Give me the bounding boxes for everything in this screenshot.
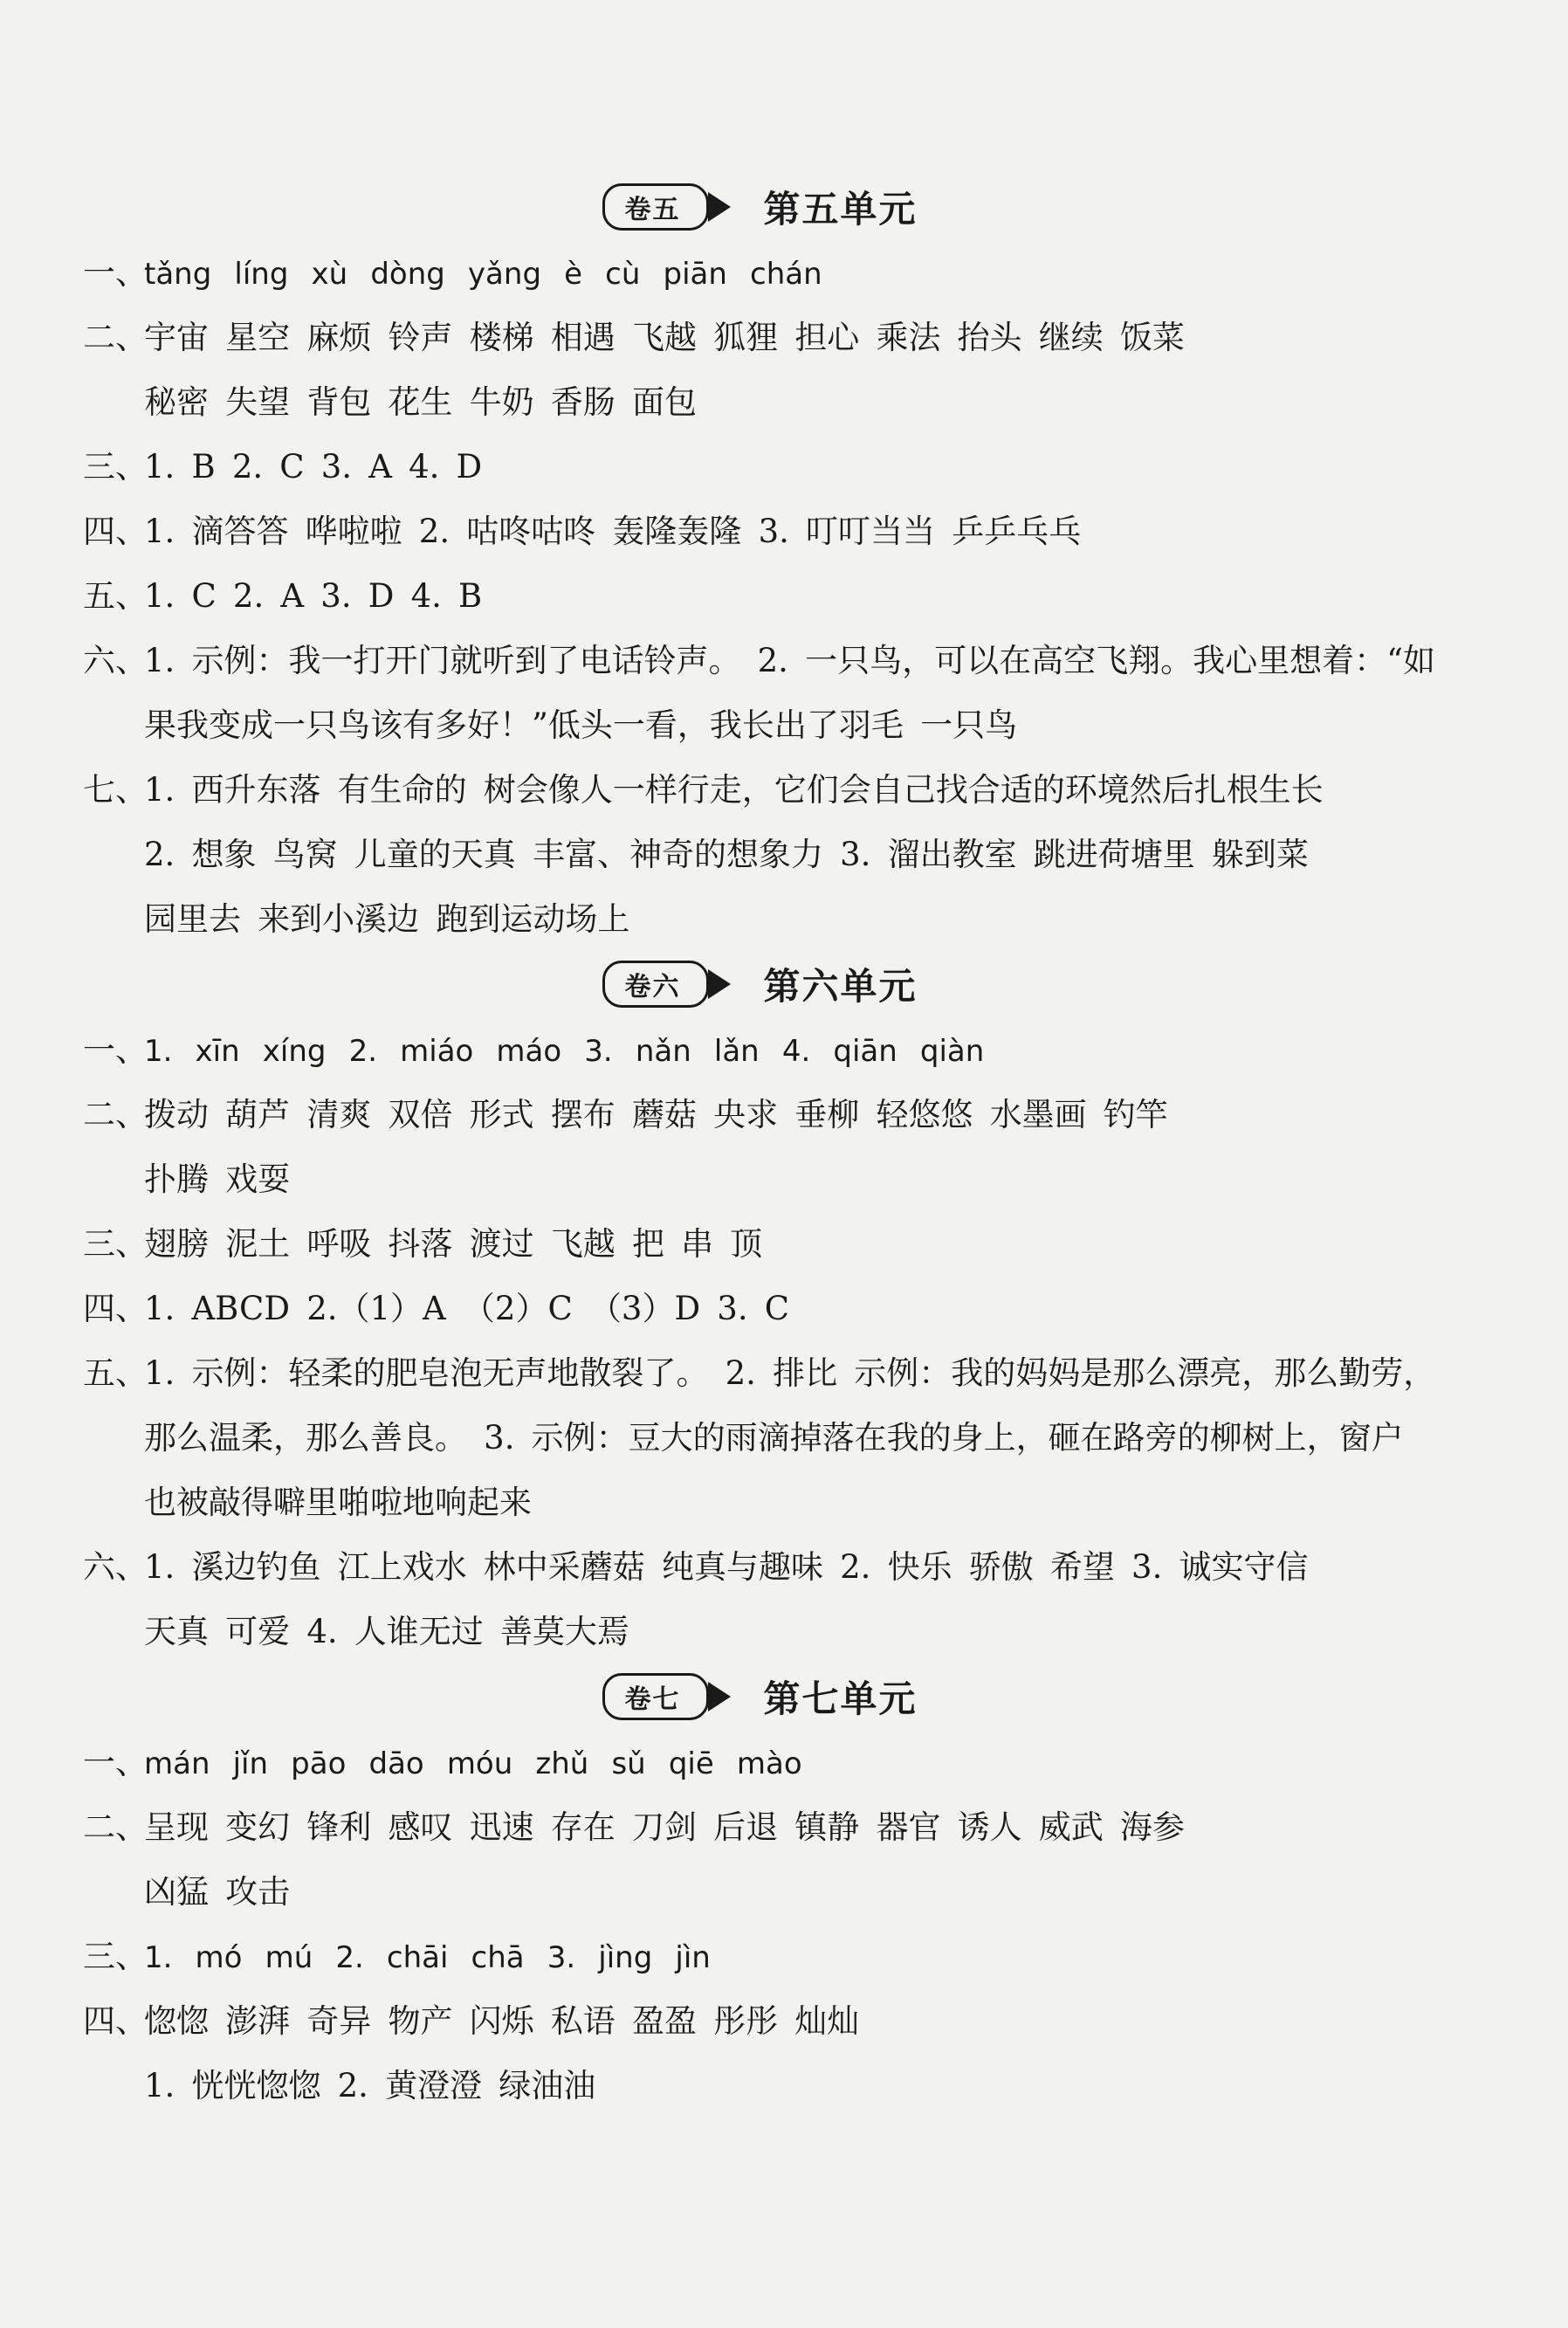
answer-line [83, 629, 1437, 693]
answer-text: 也被敲得噼里啪啦地响起来 [144, 1484, 532, 1521]
answer-line [83, 564, 1437, 629]
answer-text: 1. xīn xíng 2. miáo máo 3. nǎn lǎn 4. qiān qiàn [144, 1034, 985, 1069]
answer-line [83, 1989, 1437, 2054]
unit-section [83, 952, 1437, 1664]
unit-badge-label: 卷六 [624, 972, 681, 1002]
answer-text: 拨动 葫芦 清爽 双倍 形式 摆布 蘑菇 央求 垂柳 轻悠悠 水墨画 钓竿 [144, 1096, 1168, 1133]
answer-text: 1. C 2. A 3. D 4. B [144, 577, 483, 615]
answer-text: 1. 西升东落 有生命的 树会像人一样行走，它们会自己找合适的环境然后扎根生长 [144, 771, 1324, 809]
question-number: 一、 [83, 254, 148, 292]
answer-text: 天真 可爱 4. 人谁无过 善莫大焉 [144, 1613, 629, 1650]
unit-section [83, 175, 1437, 952]
answer-line [83, 1212, 1437, 1277]
answer-text: 惚惚 澎湃 奇异 物产 闪烁 私语 盈盈 彤彤 灿灿 [144, 2002, 860, 2040]
answer-line [83, 1731, 1437, 1795]
answer-line [83, 2054, 1437, 2118]
question-number: 一、 [83, 1031, 148, 1069]
question-number: 四、 [83, 2002, 148, 2040]
unit-title: 第六单元 [763, 965, 918, 1008]
answer-text: 果我变成一只鸟该有多好！”低头一看，我长出了羽毛 一只鸟 [144, 706, 1018, 744]
answer-text: 凶猛 攻击 [144, 1873, 291, 1911]
answer-line [83, 758, 1437, 823]
answer-line [83, 1535, 1437, 1600]
question-number: 五、 [83, 577, 148, 615]
answer-line [83, 499, 1437, 564]
answer-text: 1. B 2. C 3. A 4. D [144, 448, 483, 486]
question-number: 二、 [83, 1808, 148, 1846]
play-arrow-icon [708, 969, 731, 999]
unit-badge [602, 1673, 709, 1720]
answer-text: 园里去 来到小溪边 跑到运动场上 [144, 900, 630, 938]
answer-line [83, 1406, 1437, 1470]
unit-header [83, 952, 1437, 1016]
question-number: 四、 [83, 1290, 148, 1327]
answer-line [83, 1860, 1437, 1925]
unit-header [83, 1664, 1437, 1729]
answer-line [83, 1600, 1437, 1664]
answer-text: 1. ABCD 2.（1）A （2）C （3）D 3. C [144, 1290, 790, 1327]
question-number: 七、 [83, 771, 148, 809]
play-arrow-icon [708, 1682, 731, 1712]
answer-line [83, 370, 1437, 435]
answer-line [83, 306, 1437, 370]
question-number: 六、 [83, 642, 148, 679]
play-arrow-icon [708, 192, 731, 222]
question-number: 二、 [83, 1096, 148, 1133]
answer-text: 1. 恍恍惚惚 2. 黄澄澄 绿油油 [144, 2067, 596, 2104]
answer-line [83, 1147, 1437, 1212]
answer-line [83, 1018, 1437, 1083]
answer-line [83, 1083, 1437, 1147]
unit-badge-label: 卷五 [624, 195, 681, 225]
answer-line [83, 1341, 1437, 1406]
answer-line [83, 1277, 1437, 1341]
answer-line [83, 435, 1437, 499]
unit-section [83, 1664, 1437, 2118]
answer-line [83, 693, 1437, 758]
question-number: 三、 [83, 1938, 148, 1975]
answer-text: 扑腾 戏耍 [144, 1161, 291, 1198]
answer-text: 宇宙 星空 麻烦 铃声 楼梯 相遇 飞越 狐狸 担心 乘法 抬头 继续 饭菜 [144, 319, 1185, 356]
answer-text: 1. mó mú 2. chāi chā 3. jìng jìn [144, 1940, 711, 1975]
answer-line [83, 823, 1437, 887]
question-number: 三、 [83, 1225, 148, 1263]
answer-text: 1. 滴答答 哗啦啦 2. 咕咚咕咚 轰隆轰隆 3. 叮叮当当 乒乒乓乓 [144, 513, 1082, 550]
answer-text: mán jǐn pāo dāo móu zhǔ sǔ qiē mào [144, 1746, 802, 1781]
unit-title: 第五单元 [763, 188, 918, 231]
answer-text: 1. 示例：我一打开门就听到了电话铃声。 2. 一只鸟，可以在高空飞翔。我心里想着：“如 [144, 642, 1436, 679]
unit-header [83, 175, 1437, 239]
question-number: 五、 [83, 1354, 148, 1392]
question-number: 一、 [83, 1744, 148, 1781]
answer-line [83, 1795, 1437, 1860]
unit-badge-label: 卷七 [624, 1684, 681, 1715]
answer-text: tǎng líng xù dòng yǎng è cù piān chán [144, 257, 822, 292]
answer-text: 呈现 变幻 锋利 感叹 迅速 存在 刀剑 后退 镇静 器官 诱人 威武 海参 [144, 1808, 1185, 1846]
answer-text: 2. 想象 鸟窝 儿童的天真 丰富、神奇的想象力 3. 溜出教室 跳进荷塘里 躲到菜 [144, 836, 1309, 873]
answer-line [83, 1925, 1437, 1989]
answer-text: 翅膀 泥土 呼吸 抖落 渡过 飞越 把 串 顶 [144, 1225, 763, 1263]
question-number: 三、 [83, 448, 148, 486]
question-number: 二、 [83, 319, 148, 356]
unit-badge [602, 183, 709, 231]
answer-line [83, 1470, 1437, 1535]
unit-badge [602, 961, 709, 1008]
question-number: 四、 [83, 513, 148, 550]
answer-text: 秘密 失望 背包 花生 牛奶 香肠 面包 [144, 383, 697, 421]
answer-text: 那么温柔，那么善良。 3. 示例：豆大的雨滴掉落在我的身上，砸在路旁的柳树上，窗户 [144, 1419, 1404, 1457]
answer-text: 1. 示例：轻柔的肥皂泡无声地散裂了。 2. 排比 示例：我的妈妈是那么漂亮，那么勤劳， [144, 1354, 1436, 1392]
unit-title: 第七单元 [763, 1677, 918, 1720]
question-number: 六、 [83, 1548, 148, 1586]
answer-line [83, 887, 1437, 952]
answer-line [83, 241, 1437, 306]
answer-text: 1. 溪边钓鱼 江上戏水 林中采蘑菇 纯真与趣味 2. 快乐 骄傲 希望 3. 诚实守信 [144, 1548, 1309, 1586]
